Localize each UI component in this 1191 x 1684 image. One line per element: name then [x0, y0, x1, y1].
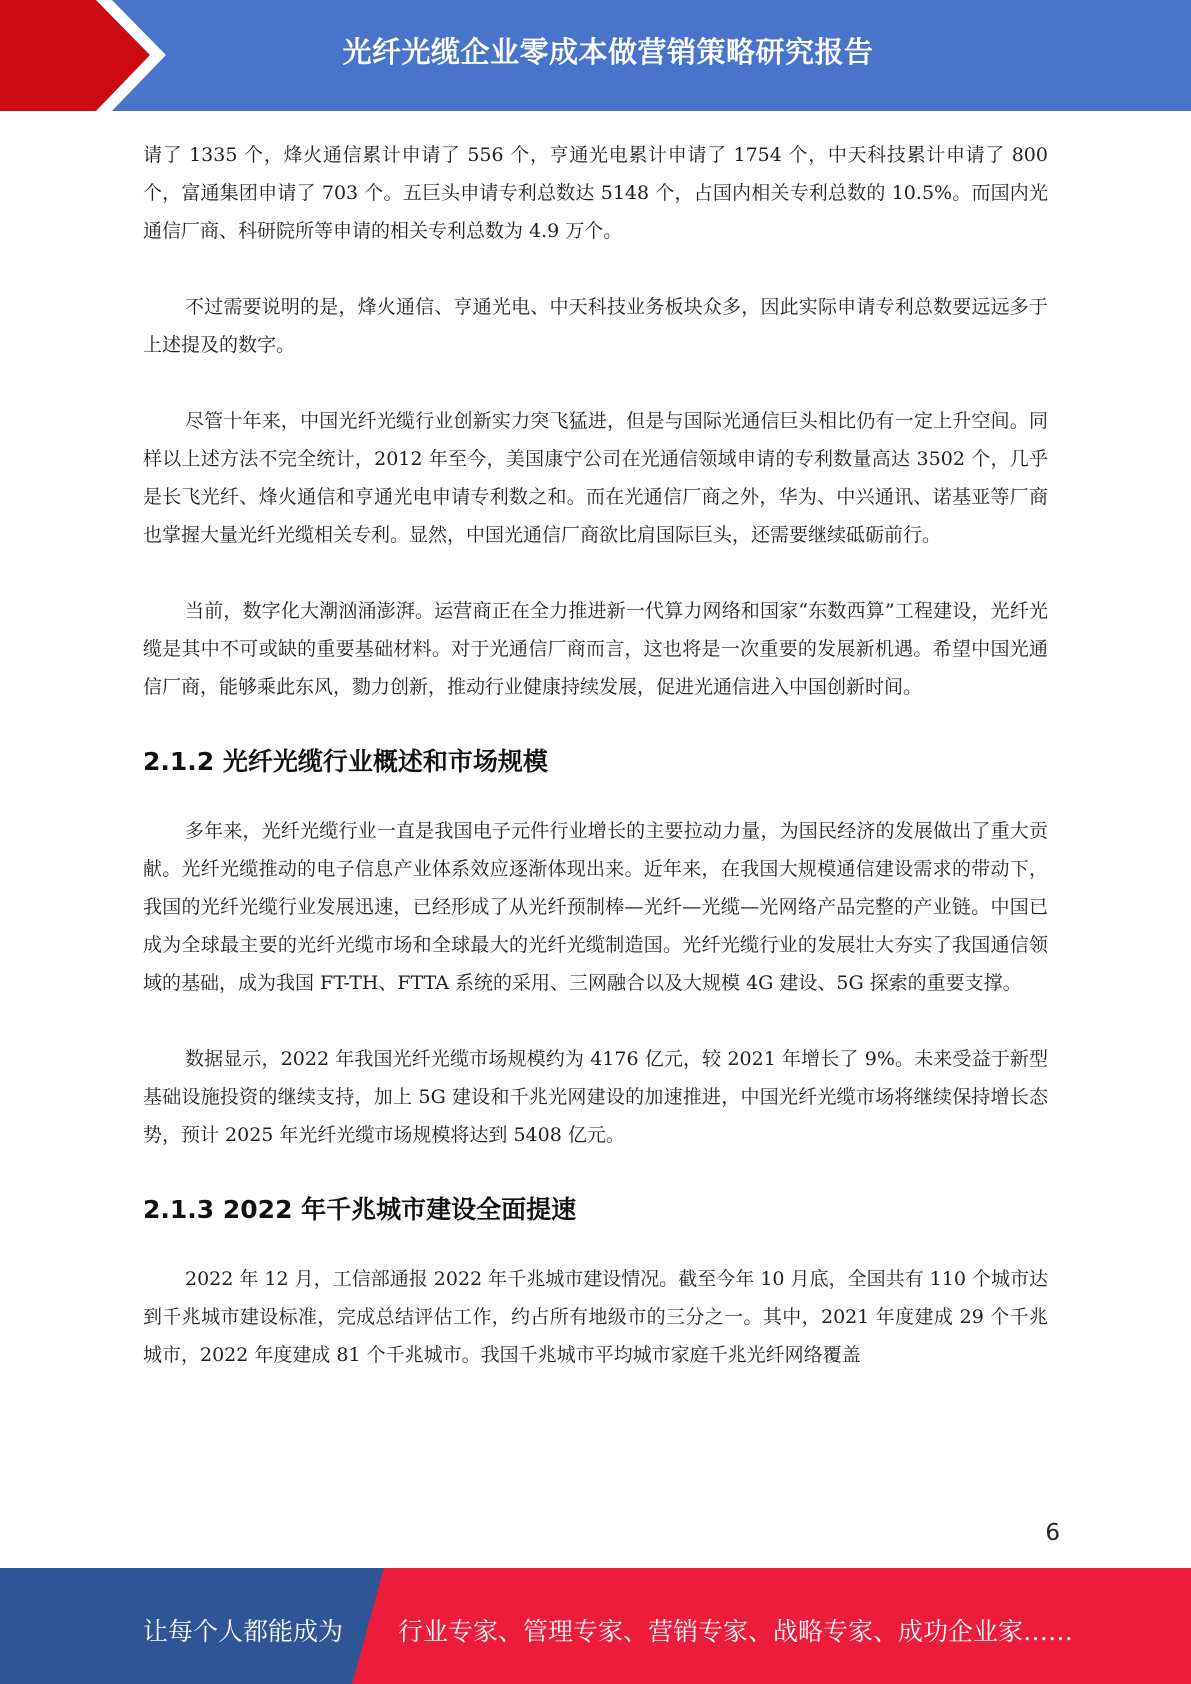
paragraph: 多年来，光纤光缆行业一直是我国电子元件行业增长的主要拉动力量，为国民经济的发展做出了重大贡献。光纤光缆推动的电子信息产业体系效应逐渐体现出来。近年来，在我国大规模通信建设需求的带动下，我国的光纤光缆行业发展迅速，已经形成了从光纤预制棒—光纤—光缆—光网络产品完整的产业链。中国已成为全球最主要的光纤光缆市场和全球最大的光纤光缆制造国。光纤光缆行业的发展壮大夯实了我国通信领域的基础，成为我国 FT-TH、FTTA 系统的采用、三网融合以及大规模 4G 建设、5G 探索的重要支撑。: [143, 820, 1048, 994]
page-header: [0, 0, 1191, 111]
header-title: 光纤光缆企业零成本做营销策略研究报告: [342, 35, 874, 69]
paragraph: 尽管十年来，中国光纤光缆行业创新实力突飞猛进，但是与国际光通信巨头相比仍有一定上升空间。同样以上述方法不完全统计，2012 年至今，美国康宁公司在光通信领域申请的专利数量高达 3502 个，几乎是长飞光纤、烽火通信和亨通光电申请专利数之和。而在光通信厂商之外，华为、中兴通讯、诺基亚等厂商也掌握大量光纤光缆相关专利。显然，中国光通信厂商欲比肩国际巨头，还需要继续砥砺前行。: [143, 410, 1048, 546]
paragraph: 当前，数字化大潮汹涌澎湃。运营商正在全力推进新一代算力网络和国家“东数西算”工程建设，光纤光缆是其中不可或缺的重要基础材料。对于光通信厂商而言，这也将是一次重要的发展新机遇。希望中国光通信厂商，能够乘此东风，勠力创新，推动行业健康持续发展，促进光通信进入中国创新时间。: [143, 600, 1048, 698]
footer-slogan-left: 让每个人都能成为: [143, 1617, 344, 1646]
paragraph: 数据显示，2022 年我国光纤光缆市场规模约为 4176 亿元，较 2021 年增长了 9%。未来受益于新型基础设施投资的继续支持，加上 5G 建设和千兆光网建设的加速推进，中国光纤光缆市场将继续保持增长态势，预计 2025 年光纤光缆市场规模将达到 5408 亿元。: [143, 1048, 1048, 1146]
section-heading: 2.1.2 光纤光缆行业概述和市场规模: [143, 747, 548, 776]
document-body: [143, 136, 1048, 1412]
footer-slogan-right: 行业专家、管理专家、营销专家、战略专家、成功企业家……: [398, 1617, 1074, 1646]
paragraph: 不过需要说明的是，烽火通信、亨通光电、中天科技业务板块众多，因此实际申请专利总数要远远多于上述提及的数字。: [143, 296, 1048, 356]
page-footer: [0, 1568, 1191, 1684]
paragraph: 请了 1335 个，烽火通信累计申请了 556 个，亨通光电累计申请了 1754 个，中天科技累计申请了 800 个，富通集团申请了 703 个。五巨头申请专利总数达 5148 个，占国内相关专利总数的 10.5%。而国内光通信厂商、科研院所等申请的相关专利总数为 4.9 万个。: [143, 144, 1048, 242]
page-number: 6: [1045, 1520, 1060, 1546]
section-heading: 2.1.3 2022 年千兆城市建设全面提速: [143, 1195, 577, 1224]
paragraph: 2022 年 12 月，工信部通报 2022 年千兆城市建设情况。截至今年 10 月底，全国共有 110 个城市达到千兆城市建设标准，完成总结评估工作，约占所有地级市的三分之一。其中，2021 年度建成 29 个千兆城市，2022 年度建成 81 个千兆城市。我国千兆城市平均城市家庭千兆光纤网络覆盖: [143, 1268, 1048, 1366]
